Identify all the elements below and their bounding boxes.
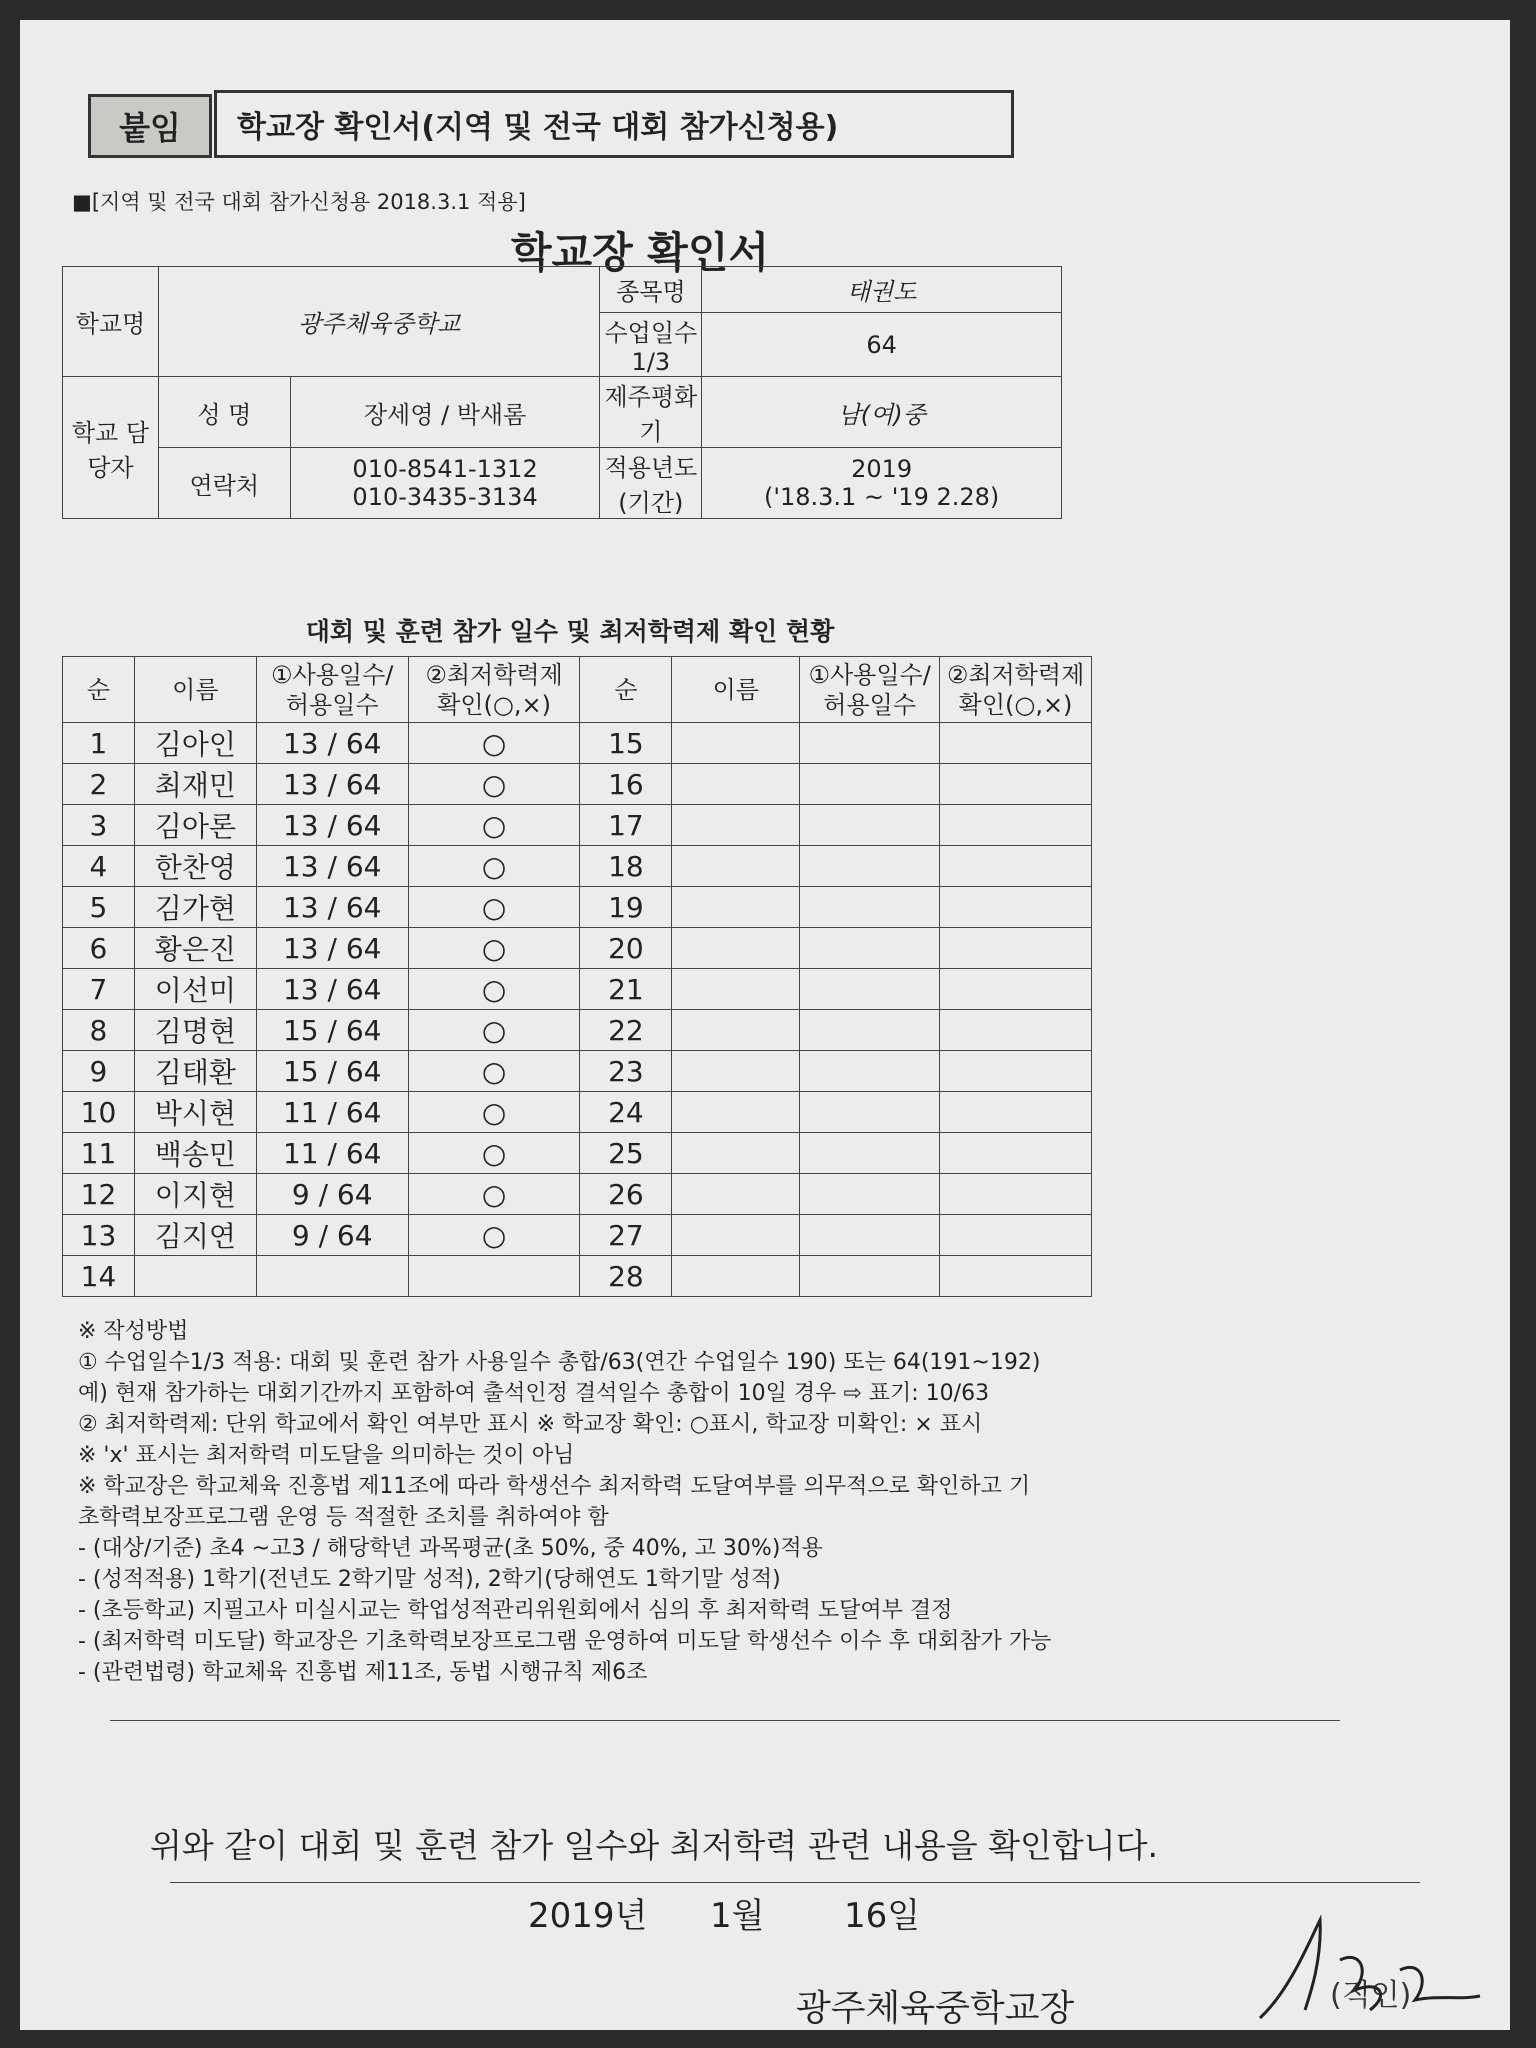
date-year: 2019년 xyxy=(528,1896,648,1936)
table-row: 11 백송민 11 / 64 ○ 25 xyxy=(63,1133,1092,1174)
doc-title: 학교장 확인서 xyxy=(510,228,770,277)
contact-value xyxy=(290,448,600,519)
year-cell xyxy=(702,448,1062,519)
name-label: 성 명 xyxy=(158,377,290,448)
header-check: ②최저학력제 확인(○,×) xyxy=(408,657,580,723)
date-divider xyxy=(170,1882,1420,1883)
note-line: ※ 'x' 표시는 최저학력 미도달을 의미하는 것이 아님 xyxy=(78,1443,575,1468)
writing-notes xyxy=(78,1316,1051,1688)
table-row: 12 이지현 9 / 64 ○ 26 xyxy=(63,1174,1092,1215)
days-label: 수업일수 1/3 xyxy=(600,313,702,377)
note-line: 초학력보장프로그램 운영 등 적절한 조치를 취하여야 함 xyxy=(78,1505,609,1530)
gender-label: 제주평화기 xyxy=(600,377,702,448)
header-no: 순 xyxy=(63,657,135,723)
table-row: 10 박시현 11 / 64 ○ 24 xyxy=(63,1092,1092,1133)
header-no-2: 순 xyxy=(580,657,672,723)
table-title: 대회 및 훈련 참가 일수 및 최저학력제 확인 현황 xyxy=(305,617,835,646)
date-day: 16일 xyxy=(844,1896,921,1936)
document-page xyxy=(20,20,1510,2030)
days-value: 64 xyxy=(702,313,1062,377)
note-line: ※ 학교장은 학교체육 진흥법 제11조에 따라 학생선수 최저학력 도달여부를 의무적으로 확인하고 기 xyxy=(78,1474,1031,1499)
year-value: 2019 xyxy=(851,455,913,483)
year-label: 적용년도 (기간) xyxy=(600,448,702,519)
contact-value-1: 010-8541-1312 xyxy=(352,455,538,483)
attendance-table xyxy=(62,656,1092,1297)
notes-divider xyxy=(110,1720,1340,1721)
note-line: - (초등학교) 지필고사 미실시교는 학업성적관리위원회에서 심의 후 최저학력 도달여부 결정 xyxy=(78,1598,953,1623)
header-days: ①사용일수/ 허용일수 xyxy=(256,657,408,723)
table-row: 13 김지연 9 / 64 ○ 27 xyxy=(63,1215,1092,1256)
gender-value: 남(여)중 xyxy=(702,377,1062,448)
attachment-badge xyxy=(88,94,212,158)
notes-heading: ※ 작성방법 xyxy=(78,1319,189,1344)
confirm-text: 위와 같이 대회 및 훈련 참가 일수와 최저학력 관련 내용을 확인합니다. xyxy=(150,1826,1158,1865)
event-label: 종목명 xyxy=(600,267,702,313)
year-period: ('18.3.1 ~ '19 2.28) xyxy=(764,483,1000,511)
header-title: 학교장 확인서(지역 및 전국 대회 참가신청용) xyxy=(237,110,839,145)
note-line: - (성적적용) 1학기(전년도 2학기말 성적), 2학기(당해연도 1학기말 성적) xyxy=(78,1567,781,1592)
event-value: 태권도 xyxy=(702,267,1062,313)
note-line: ① 수업일수1/3 적용: 대회 및 훈련 참가 사용일수 총합/63(연간 수업일수 190) 또는 64(191~192) xyxy=(78,1350,1041,1375)
table-row: 9 김태환 15 / 64 ○ 23 xyxy=(63,1051,1092,1092)
principal-name: 광주체육중학교장 xyxy=(796,1988,1075,2029)
header-title-box xyxy=(214,90,1014,158)
table-row: 1 김아인 13 / 64 ○ 15 xyxy=(63,723,1092,764)
date-month: 1월 xyxy=(710,1896,765,1936)
contact-value-2: 010-3435-3134 xyxy=(352,483,538,511)
seal-label: (직인) xyxy=(1330,1978,1412,2013)
name-value: 장세영 / 박새롬 xyxy=(290,377,600,448)
manager-label: 학교 담당자 xyxy=(63,377,159,519)
note-line: ② 최저학력제: 단위 학교에서 확인 여부만 표시 ※ 학교장 확인: ○표시, 학교장 미확인: × 표시 xyxy=(78,1412,983,1437)
header-check-2: ②최저학력제 확인(○,×) xyxy=(940,657,1092,723)
table-row: 14 28 xyxy=(63,1256,1092,1297)
header-name-2: 이름 xyxy=(672,657,800,723)
header-name: 이름 xyxy=(134,657,256,723)
table-row: 6 황은진 13 / 64 ○ 20 xyxy=(63,928,1092,969)
attachment-badge-label: 붙임 xyxy=(119,109,181,147)
table-row: 3 김아론 13 / 64 ○ 17 xyxy=(63,805,1092,846)
school-value: 광주체육중학교 xyxy=(158,267,600,377)
signature-mark xyxy=(1250,1900,1490,2030)
subheading: ■[지역 및 전국 대회 참가신청용 2018.3.1 적용] xyxy=(72,190,526,214)
note-line: 예) 현재 참가하는 대회기간까지 포함하여 출석인정 결석일수 총합이 10일 경우 ⇨ 표기: 10/63 xyxy=(78,1381,990,1406)
table-row: 4 한찬영 13 / 64 ○ 18 xyxy=(63,846,1092,887)
table-row: 7 이선미 13 / 64 ○ 21 xyxy=(63,969,1092,1010)
school-label: 학교명 xyxy=(63,267,159,377)
note-line: - (대상/기준) 초4 ~고3 / 해당학년 과목평균(초 50%, 중 40%, 고 30%)적용 xyxy=(78,1536,823,1561)
header-days-2: ①사용일수/ 허용일수 xyxy=(800,657,940,723)
table-row: 8 김명현 15 / 64 ○ 22 xyxy=(63,1010,1092,1051)
table-row: 2 최재민 13 / 64 ○ 16 xyxy=(63,764,1092,805)
contact-label: 연락처 xyxy=(158,448,290,519)
note-line: - (최저학력 미도달) 학교장은 기초학력보장프로그램 운영하여 미도달 학생선수 이수 후 대회참가 가능 xyxy=(78,1629,1052,1654)
note-line: - (관련법령) 학교체육 진흥법 제11조, 동법 시행규칙 제6조 xyxy=(78,1660,648,1685)
table-row: 5 김가현 13 / 64 ○ 19 xyxy=(63,887,1092,928)
info-table xyxy=(62,266,1062,519)
